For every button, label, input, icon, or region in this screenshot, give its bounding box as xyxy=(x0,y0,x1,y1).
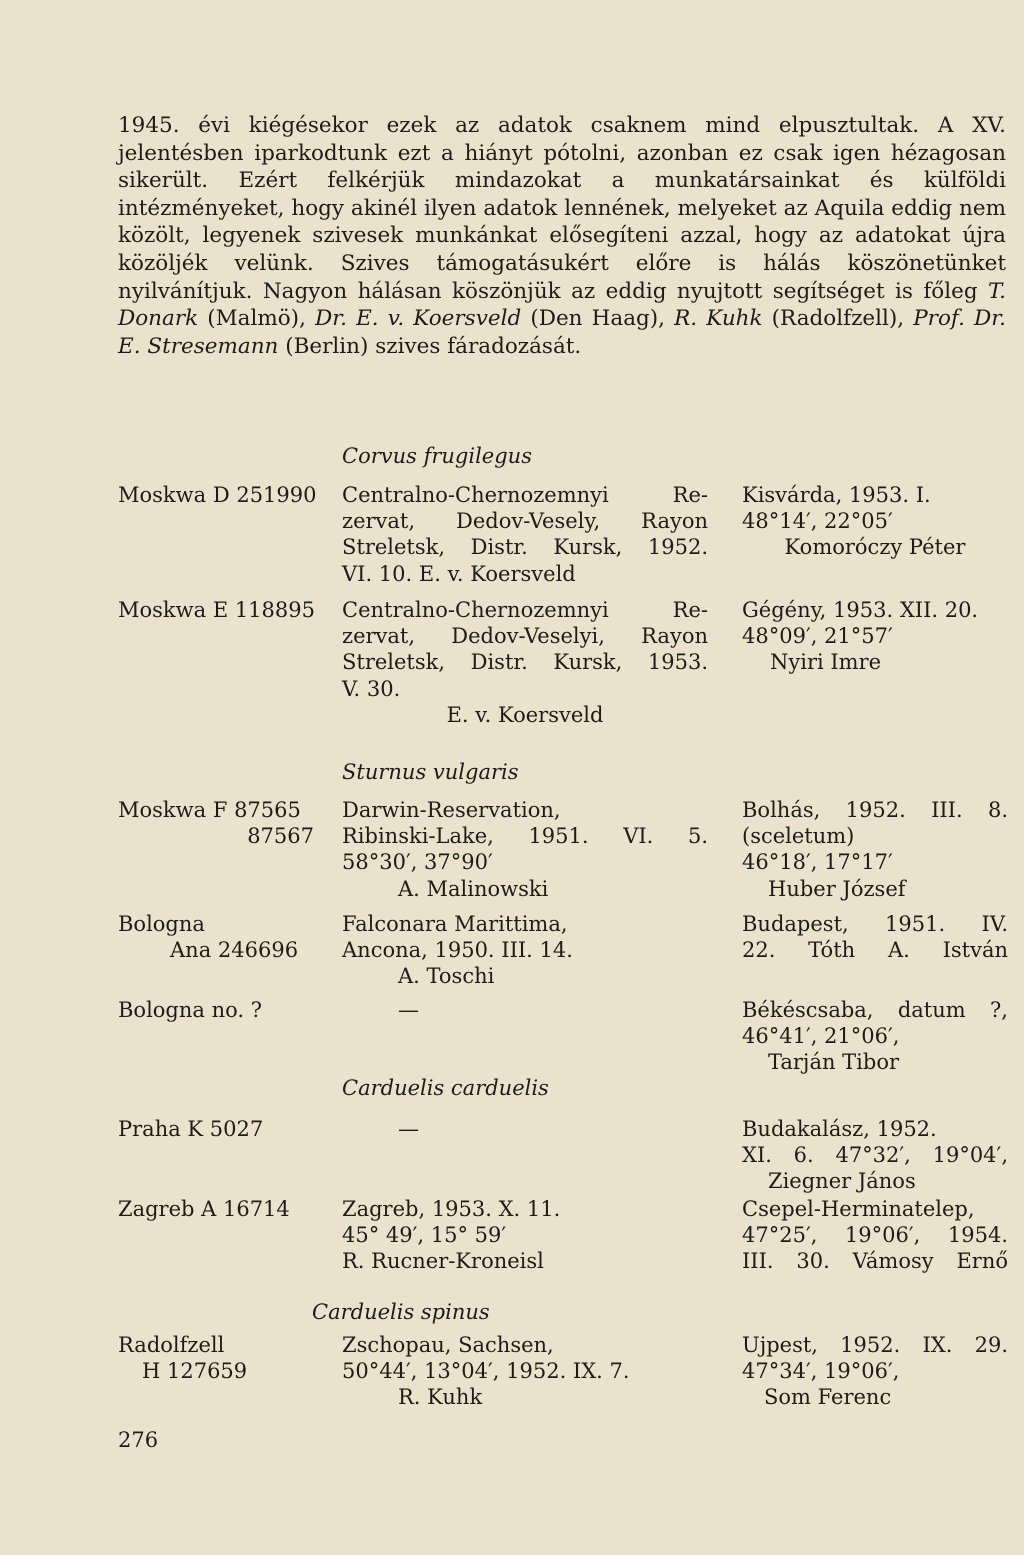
ringing-line: 45° 49′, 15° 59′ xyxy=(342,1223,507,1248)
ring-cell xyxy=(118,1116,318,1142)
ringing-line: Zagreb, 1953. X. 11. xyxy=(342,1197,561,1221)
ringing-line: V. 30. xyxy=(342,676,401,701)
ring-cell xyxy=(118,997,318,1023)
ring-line: Ana 246696 xyxy=(170,938,299,963)
ring-cell xyxy=(118,482,318,508)
recovery-line: Komoróczy Péter xyxy=(784,535,966,560)
recovery-line: (sceletum) xyxy=(742,824,855,849)
intro-text: 1945. évi kiégésekor ezek az adatok csaknem mind elpusztultak. A XV. jelentésben iparkodtunk ezt a hiányt pótolni, azonban ez csak igen hézagosan sikerült. Ezért felkérjük mindazokat a munkatársainkat és külföldi intézményeket, hogy akinél ilyen adatok lennének, melyeket az Aquila eddig nem közölt, legyenek szivesek munkánkat elősegíteni azzal, hogy az adatokat újra közöljék velünk. Szives támogatásukért előre is hálás köszönetünket nyilvánítjuk. Nagyon hálásan köszönjük az eddig nyujtott segítséget is főleg xyxy=(118,113,1006,304)
ringing-line: Falconara Marittima, xyxy=(342,912,568,936)
page-number: 276 xyxy=(118,1428,159,1452)
ring-line: Bologna no. ? xyxy=(118,998,263,1022)
ringing-line: zervat, Dedov-Veselyi, Rayon xyxy=(342,624,708,649)
ringing-line: Darwin-Reservation, xyxy=(342,798,561,822)
recovery-line: 47°34′, 19°06′, xyxy=(742,1359,900,1384)
ringing-line: A. Malinowski xyxy=(398,876,549,901)
recovery-cell xyxy=(742,1332,1008,1411)
ringing-line: 50°44′, 13°04′, 1952. IX. 7. xyxy=(342,1359,630,1384)
recovery-line: III. 30. Vámosy Ernő xyxy=(742,1249,1008,1274)
recovery-line: Ziegner János xyxy=(768,1169,916,1194)
ringing-cell xyxy=(342,1196,708,1275)
ringing-cell xyxy=(342,997,708,1023)
ringing-line: Centralno-Chernozemnyi Re- xyxy=(342,483,708,507)
species-heading: Sturnus vulgaris xyxy=(342,760,519,784)
ringing-line: R. Kuhk xyxy=(398,1385,483,1410)
ringing-line: — xyxy=(398,1117,419,1141)
ringing-line: Streletsk, Distr. Kursk, 1953. xyxy=(342,650,708,675)
ringing-cell xyxy=(342,597,708,728)
species-heading: Corvus frugilegus xyxy=(342,444,532,468)
recovery-line: Bolhás, 1952. III. 8. xyxy=(742,798,1008,822)
ring-cell xyxy=(118,597,318,623)
recovery-line: 48°14′, 22°05′ xyxy=(742,509,893,534)
recovery-line: Budapest, 1951. IV. xyxy=(742,912,1008,936)
ring-line: Zagreb A 16714 xyxy=(118,1197,290,1221)
ring-line: Moskwa E 118895 xyxy=(118,598,315,622)
intro-text: (Malmö), xyxy=(198,306,316,332)
recovery-line: 46°18′, 17°17′ xyxy=(742,850,893,875)
recovery-cell xyxy=(742,997,1008,1076)
ringing-line: E. v. Koersveld xyxy=(446,702,604,727)
species-heading: Carduelis spinus xyxy=(312,1300,490,1324)
recovery-line: Gégény, 1953. XII. 20. xyxy=(742,598,979,622)
ring-cell xyxy=(118,911,318,963)
recovery-line: 47°25′, 19°06′, 1954. xyxy=(742,1223,1008,1248)
ring-line: H 127659 xyxy=(142,1359,248,1384)
recovery-cell xyxy=(742,1196,1008,1275)
ringing-line: VI. 10. E. v. Koersveld xyxy=(342,561,576,586)
person-name: Prof. Dr. E. Stresemann xyxy=(118,306,1007,359)
ring-line: Moskwa F 87565 xyxy=(118,798,301,822)
ringing-cell xyxy=(342,797,708,902)
person-name: Dr. E. v. Koersveld xyxy=(315,306,522,332)
ringing-line: Centralno-Chernozemnyi Re- xyxy=(342,598,708,622)
recovery-cell xyxy=(742,911,1008,963)
intro-text: (Den Haag), xyxy=(521,306,675,332)
recovery-line: Huber József xyxy=(768,876,906,901)
recovery-line: Som Ferenc xyxy=(764,1385,892,1410)
recovery-cell xyxy=(742,482,1008,561)
recovery-line: Budakalász, 1952. xyxy=(742,1117,937,1141)
recovery-line: 22. Tóth A. István xyxy=(742,938,1008,963)
recovery-line: Békéscsaba, datum ?, xyxy=(742,998,1008,1022)
ringing-cell xyxy=(342,482,708,587)
intro-paragraph xyxy=(118,112,1006,360)
ring-cell xyxy=(118,1332,318,1384)
recovery-line: Csepel-Herminatelep, xyxy=(742,1197,975,1221)
ringing-line: Ancona, 1950. III. 14. xyxy=(342,938,573,963)
ringing-line: zervat, Dedov-Vesely, Rayon xyxy=(342,509,708,534)
ring-line: Bologna xyxy=(118,912,205,936)
recovery-line: 48°09′, 21°57′ xyxy=(742,624,893,649)
ringing-line: 58°30′, 37°90′ xyxy=(342,850,493,875)
ring-line: 87567 xyxy=(247,824,314,849)
ringing-line: Streletsk, Distr. Kursk, 1952. xyxy=(342,535,708,560)
ringing-line: — xyxy=(398,998,419,1022)
recovery-cell xyxy=(742,597,1008,676)
ringing-cell xyxy=(342,911,708,990)
ring-line: Praha K 5027 xyxy=(118,1117,264,1141)
ring-line: Moskwa D 251990 xyxy=(118,483,317,507)
person-name: T. Donark xyxy=(118,278,1006,332)
recovery-line: Nyiri Imre xyxy=(770,650,882,675)
ringing-line: Ribinski-Lake, 1951. VI. 5. xyxy=(342,824,708,849)
ringing-cell xyxy=(342,1116,708,1142)
ring-cell xyxy=(118,797,318,849)
recovery-line: Ujpest, 1952. IX. 29. xyxy=(742,1333,1008,1357)
ringing-line: A. Toschi xyxy=(398,964,495,989)
ringing-cell xyxy=(342,1332,708,1411)
ring-line: Radolfzell xyxy=(118,1333,225,1357)
recovery-line: XI. 6. 47°32′, 19°04′, xyxy=(742,1143,1008,1168)
intro-text: (Berlin) szives fáradozását. xyxy=(278,333,582,359)
intro-text: (Radolfzell), xyxy=(762,306,914,332)
recovery-line: 46°41′, 21°06′, xyxy=(742,1024,900,1049)
recovery-line: Kisvárda, 1953. I. xyxy=(742,483,931,507)
ringing-line: R. Rucner-Kroneisl xyxy=(342,1249,544,1274)
recovery-cell xyxy=(742,797,1008,902)
ring-cell xyxy=(118,1196,318,1222)
recovery-line: Tarján Tibor xyxy=(768,1050,900,1075)
species-heading: Carduelis carduelis xyxy=(342,1076,549,1100)
ringing-line: Zschopau, Sachsen, xyxy=(342,1333,554,1357)
recovery-cell xyxy=(742,1116,1008,1195)
person-name: R. Kuhk xyxy=(674,306,763,332)
